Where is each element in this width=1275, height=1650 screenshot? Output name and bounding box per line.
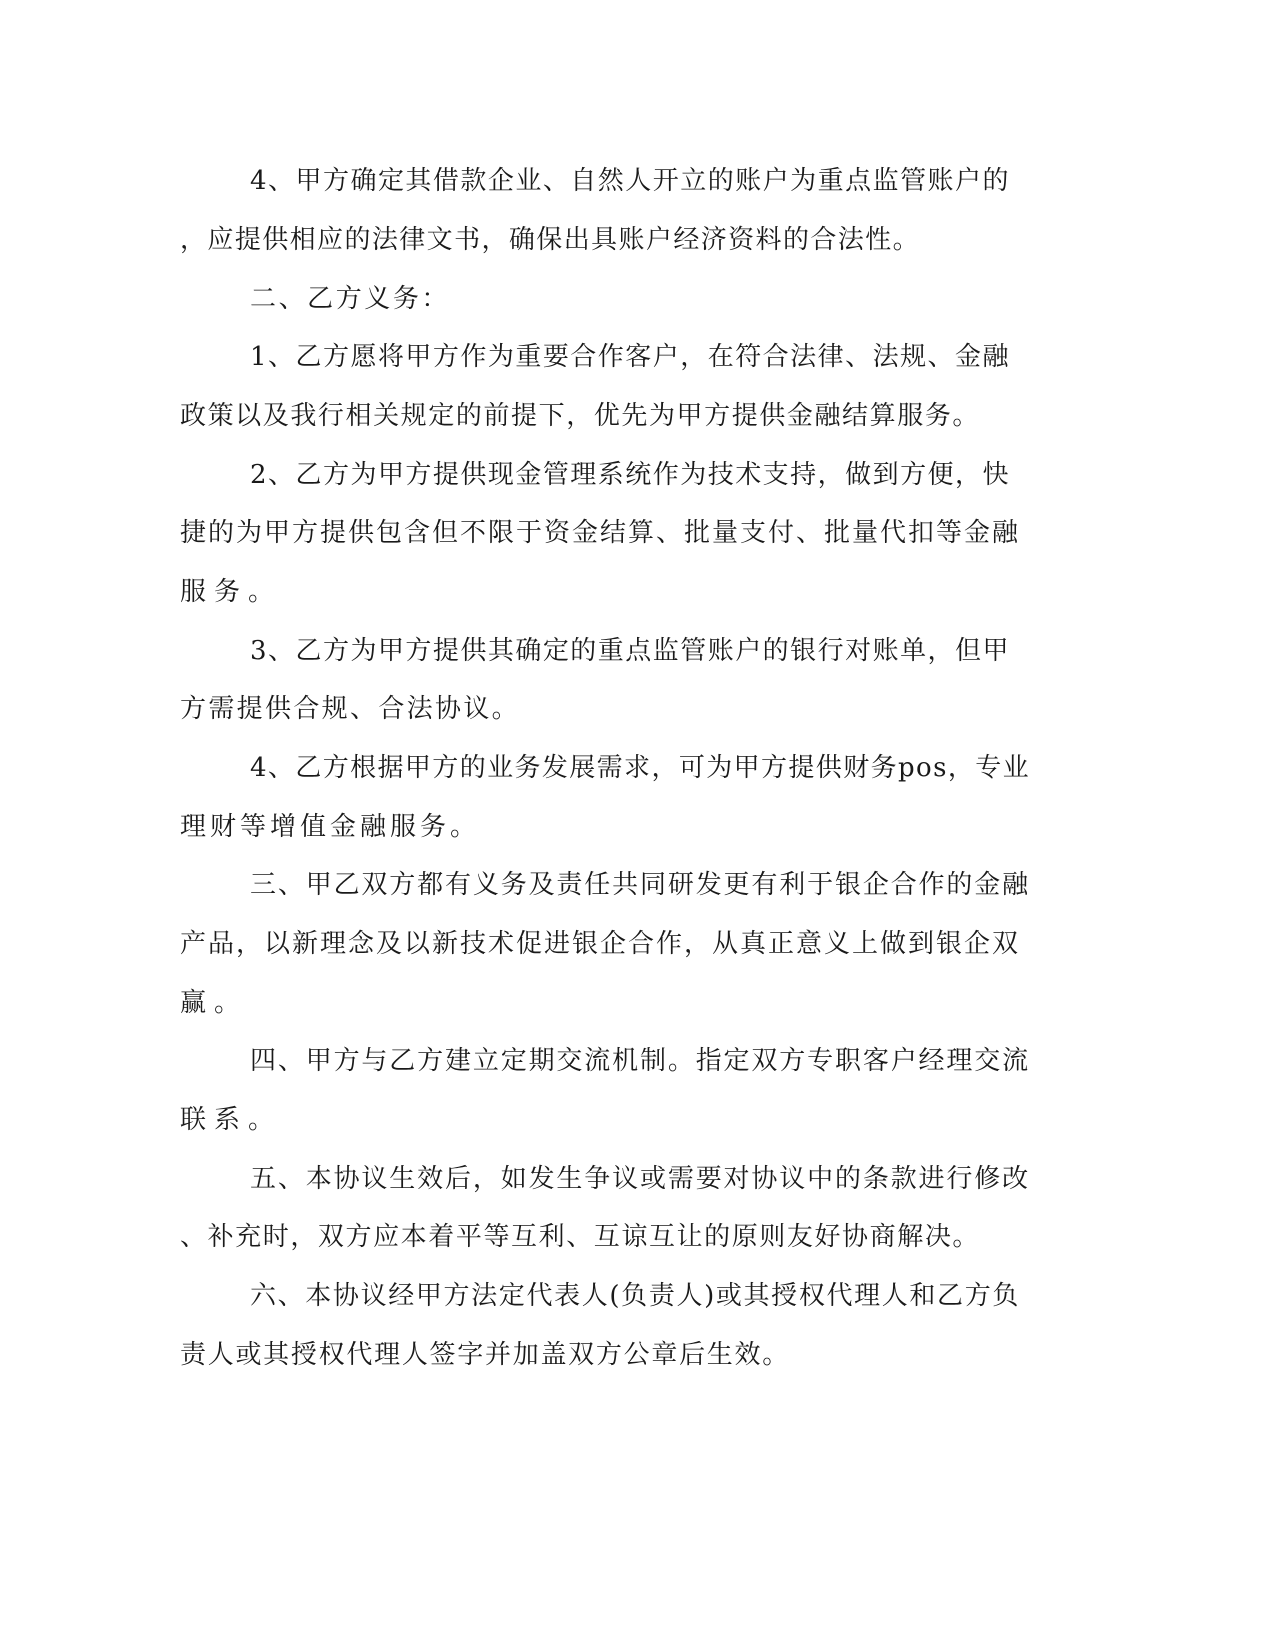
text-line: 六、本协议经甲方法定代表人(负责人)或其授权代理人和乙方负 xyxy=(250,1281,1020,1311)
text-line: 2、乙方为甲方提供现金管理系统作为技术支持，做到方便，快 xyxy=(250,460,1010,490)
text-line: 4、甲方确定其借款企业、自然人开立的账户为重点监管账户的 xyxy=(250,166,1010,196)
text-line: 3、乙方为甲方提供其确定的重点监管账户的银行对账单，但甲 xyxy=(250,636,1010,666)
text-line: 服务。 xyxy=(180,577,283,607)
section-heading: 二、乙方义务： xyxy=(250,284,450,314)
text-line: 三、甲乙双方都有义务及责任共同研发更有利于银企合作的金融 xyxy=(250,870,1030,900)
text-line: 四、甲方与乙方建立定期交流机制。指定双方专职客户经理交流 xyxy=(250,1046,1030,1076)
text-line: 理财等增值金融服务。 xyxy=(180,812,480,842)
text-line: 产品，以新理念及以新技术促进银企合作，从真正意义上做到银企双 xyxy=(180,929,1020,959)
text-line: 4、乙方根据甲方的业务发展需求，可为甲方提供财务pos，专业 xyxy=(250,753,1030,783)
text-line: ，应提供相应的法律文书，确保出具账户经济资料的合法性。 xyxy=(180,225,920,255)
text-line: 政策以及我行相关规定的前提下，优先为甲方提供金融结算服务。 xyxy=(180,401,980,431)
text-line: 联系。 xyxy=(180,1105,283,1135)
text-line: 方需提供合规、合法协议。 xyxy=(180,694,520,724)
text-line: 1、乙方愿将甲方作为重要合作客户，在符合法律、法规、金融 xyxy=(250,342,1010,372)
text-line: 赢。 xyxy=(180,988,249,1018)
text-line: 五、本协议生效后，如发生争议或需要对协议中的条款进行修改 xyxy=(250,1164,1030,1194)
text-line: 责人或其授权代理人签字并加盖双方公章后生效。 xyxy=(180,1340,790,1370)
text-line: 捷的为甲方提供包含但不限于资金结算、批量支付、批量代扣等金融 xyxy=(180,518,1020,548)
text-line: 、补充时，双方应本着平等互利、互谅互让的原则友好协商解决。 xyxy=(180,1222,980,1252)
